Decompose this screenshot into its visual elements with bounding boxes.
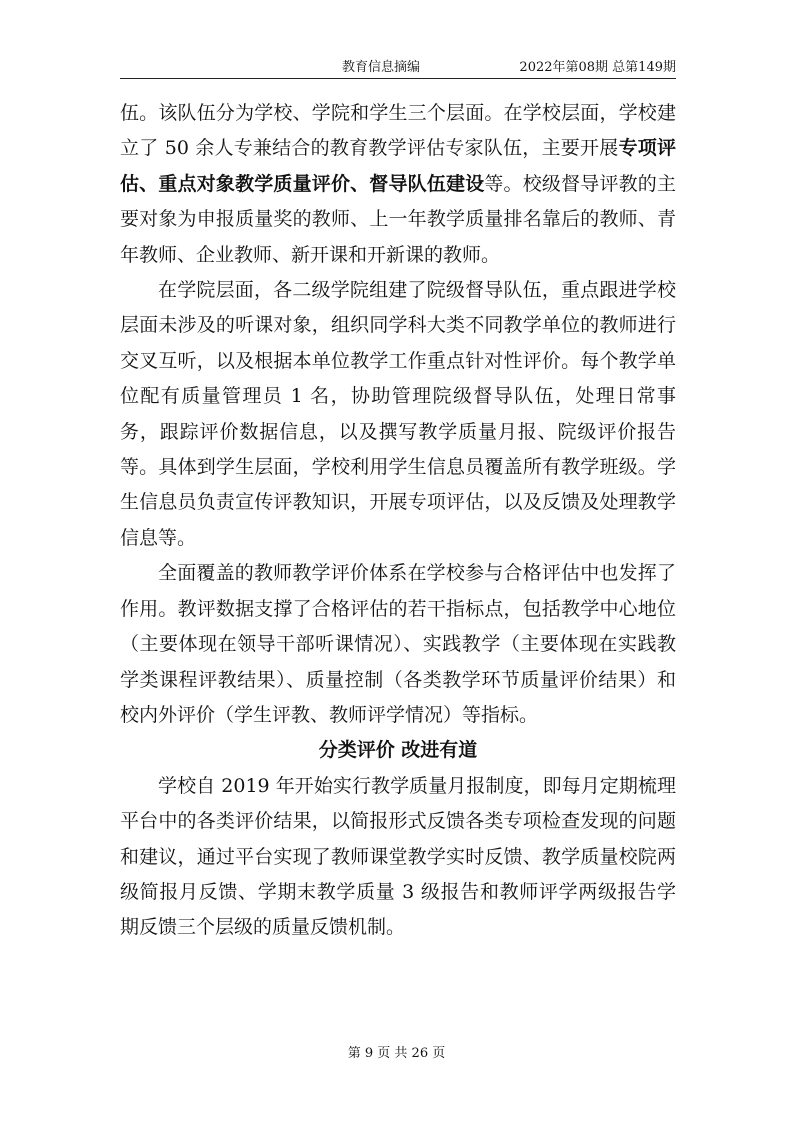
section-title: 分类评价 改进有道 (318, 739, 478, 762)
page-header (120, 48, 676, 79)
paragraph-2: 在学院层面，各二级学院组建了院级督导队伍，重点跟进学校层面未涉及的听课对象，组织同学科大类不同教学单位的教师进行交叉互听，以及根据本单位教学工作重点针对性评价。每个教学单位配有质量管理员 1 名，协助管理院级督导队伍，处理日常事务，跟踪评价数据信息，以及撰写教学质量月报、院级评价报告等。具体到学生层面，学校利用学生信息员覆盖所有教学班级。学生信息员负责宣传评教知识，开展专项评估，以及反馈及处理教学信息等。 (120, 279, 676, 549)
document-body (120, 96, 676, 946)
page-footer (0, 1042, 793, 1061)
issue-number: 2022年第08期 总第149期 (519, 60, 676, 75)
paragraph-3: 全面覆盖的教师教学评价体系在学校参与合格评估中也发挥了作用。教评数据支撑了合格评估的若干指标点，包括教学中心地位（主要体现在领导干部听课情况）、实践教学（主要体现在实践教学类课程评教结果）、质量控制（各类教学环节质量评价结果）和校内外评价（学生评教、教师评学情况）等指标。 (120, 562, 676, 726)
paragraph-1 (120, 96, 676, 273)
page-number: 第 9 页 共 26 页 (347, 1046, 446, 1061)
publication-title: 教育信息摘编 (342, 60, 421, 75)
paragraph-1-part-a: 伍。该队伍分为学校、学院和学生三个层面。在学校层面，学校建立了 50 余人专兼结合的教育教学评估专家队伍，主要开展 (120, 102, 676, 160)
paragraph-4: 学校自 2019 年开始实行教学质量月报制度，即每月定期梳理平台中的各类评价结果，以简报形式反馈各类专项检查发现的问题和建议，通过平台实现了教师课堂教学实时反馈、教学质量校院两级简报月反馈、学期末教学质量 3 级报告和教师评学两级报告学期反馈三个层级的质量反馈机制。 (120, 774, 676, 939)
paragraph-1-bold-emphasis: 专项评估、重点对象教学质量评价、督导队伍建设 (120, 137, 676, 195)
paragraph-1-part-c: 等。校级督导评教的主要对象为申报质量奖的教师、上一年教学质量排名靠后的教师、青年教师、企业教师、新开课和开新课的教师。 (120, 172, 676, 266)
